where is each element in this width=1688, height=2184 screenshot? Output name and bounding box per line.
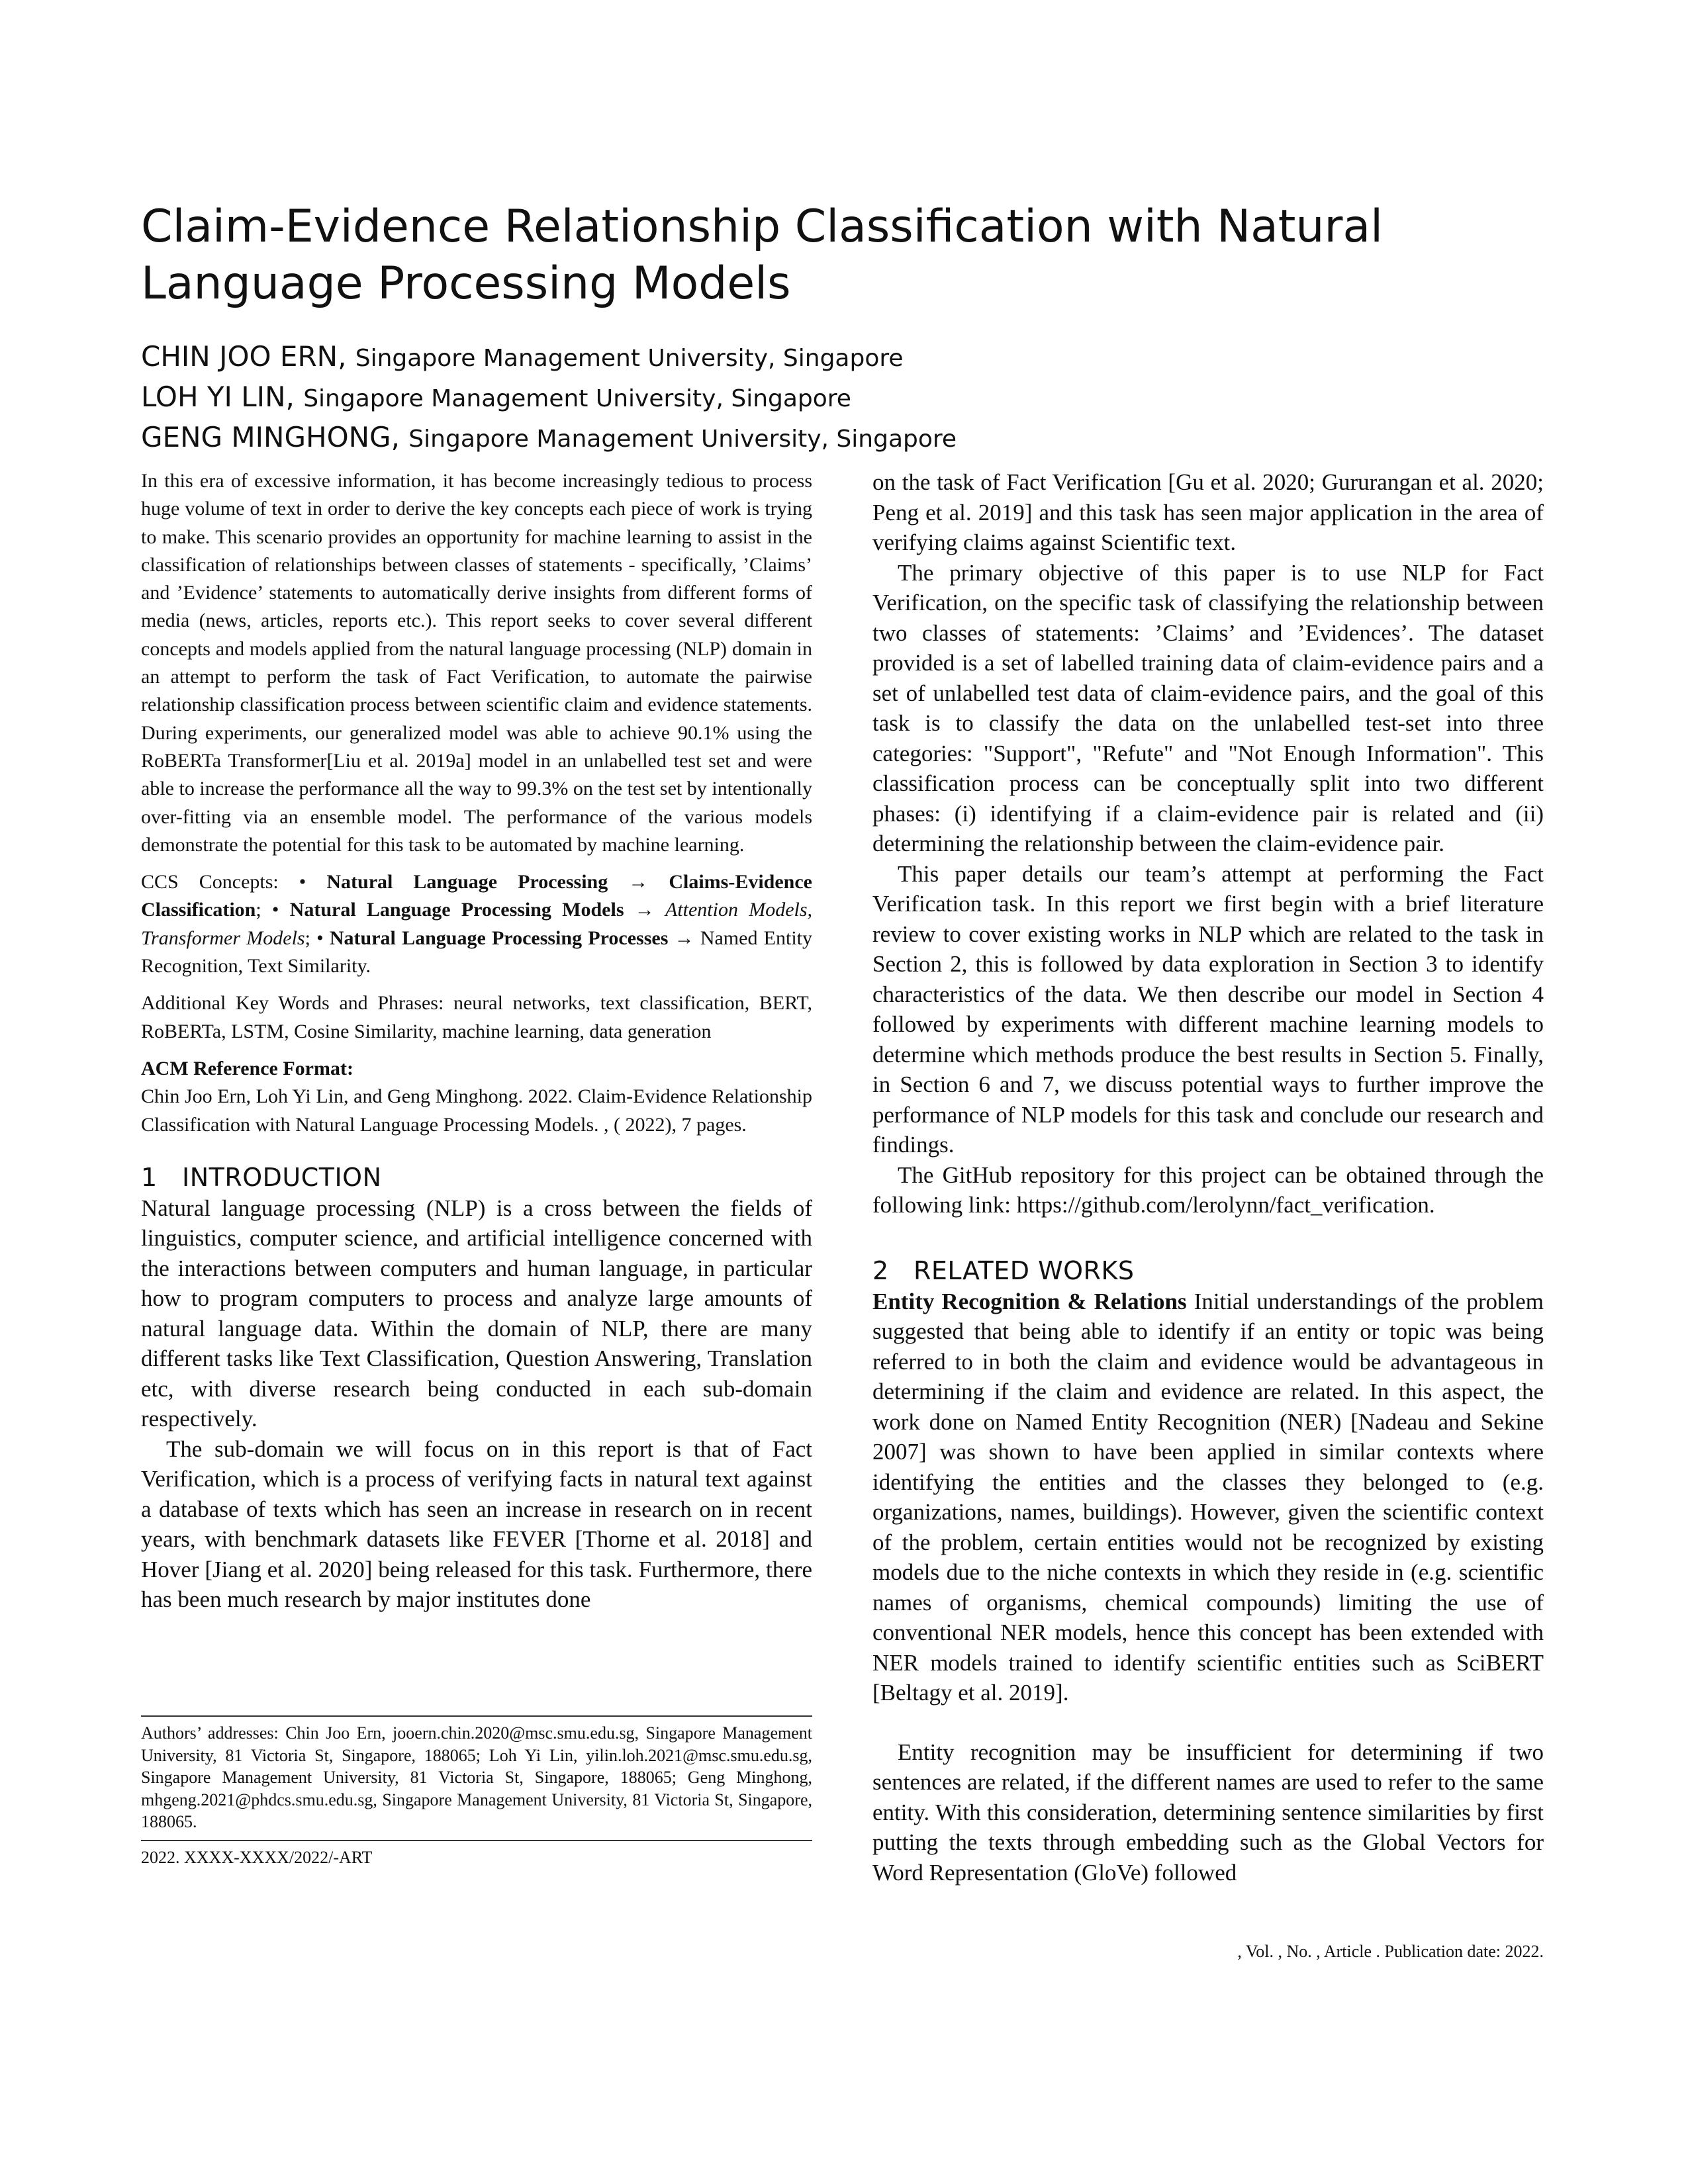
- author-name: CHIN JOO ERN: [141, 340, 338, 373]
- author-line: LOH YI LIN, Singapore Management University, Singapore: [141, 381, 851, 413]
- author-block: [141, 338, 1531, 459]
- acm-reference-text: Chin Joo Ern, Loh Yi Lin, and Geng Minghong. 2022. Claim-Evidence Relationship Classification with Natural Language Processing Models. , ( 2022), 7 pages.: [141, 1085, 812, 1136]
- author-line: GENG MINGHONG, Singapore Management University, Singapore: [141, 421, 957, 453]
- section-heading: 1 INTRODUCTION: [141, 1162, 382, 1192]
- issn-line: 2022. XXXX-XXXX/2022/-ART: [141, 1848, 373, 1867]
- right-column: [872, 467, 1544, 1888]
- acm-reference-heading: ACM Reference Format:: [141, 1057, 353, 1079]
- paragraph: Entity recognition may be insufficient for determining if two sentences are related, if the different names are used to refer to the same entity. With this consideration, determining sentence similarities by first putting the texts through embedding such as the Global Vectors for Word Representation (GloVe) followed: [872, 1739, 1544, 1886]
- footnote-rule: [141, 1715, 812, 1717]
- paragraph: on the task of Fact Verification [Gu et al. 2020; Gururangan et al. 2020; Peng et al. 2019] and this task has seen major application in the area of verifying claims against Scientific text.: [872, 469, 1544, 555]
- author-affiliation: Singapore Management University, Singapore: [355, 345, 904, 372]
- paper-title: Claim-Evidence Relationship Classification with Natural Language Processing Models: [141, 201, 1383, 310]
- left-column: [141, 467, 812, 1615]
- abstract-text: In this era of excessive information, it has become increasingly tedious to process huge volume of text in order to derive the key concepts each piece of work is trying to make. This scenario provides an opportunity for machine learning to assist in the classification of relationships between classes of statements - specifically, ’Claims’ and ’Evidence’ statements to automatically derive insights from different forms of media (news, articles, reports etc.). This report seeks to cover several different concepts and models applied from the natural language processing (NLP) domain in an attempt to perform the task of Fact Verification, to automate the pairwise relationship classification process between scientific claim and evidence statements. During experiments, our generalized model was able to achieve 90.1% using the RoBERTa Transformer[Liu et al. 2019a] model in an unlabelled test set and were able to increase the performance all the way to 99.3% on the test set by intentionally over-fitting via an ensemble model. The performance of the various models demonstrate the potential for this task to be automated by machine learning.: [141, 470, 812, 856]
- section-introduction: [141, 1161, 812, 1615]
- paragraph: Entity Recognition & Relations Initial understandings of the problem suggested that being able to identify if an entity or topic was being referred to in both the claim and evidence would be advantageous in determining if the claim and evidence are related. In this aspect, the work done on Named Entity Recognition (NER) [Nadeau and Sekine 2007] was shown to have been applied in similar contexts where identifying the entities and the classes they belonged to (e.g. organizations, names, buildings). However, given the scientific context of the problem, certain entities would not be recognized by existing models due to the niche contexts in which they reside in (e.g. scientific names of organisms, chemical compounds) limiting the use of conventional NER models, hence this concept has been extended with NER models trained to identify scientific entities such as SciBERT [Beltagy et al. 2019].: [872, 1288, 1544, 1706]
- author-affiliation: Singapore Management University, Singapore: [303, 385, 851, 412]
- author-name: LOH YI LIN: [141, 381, 286, 413]
- author-affiliation: Singapore Management University, Singapore: [408, 426, 957, 453]
- paragraph: The GitHub repository for this project can be obtained through the following link: https://github.com/lerolynn/fact_verification.: [872, 1161, 1544, 1218]
- page-footer: , Vol. , No. , Article . Publication date: 2022.: [1237, 1942, 1544, 1961]
- paragraph: This paper details our team’s attempt at performing the Fact Verification task. In this report we first begin with a brief literature review to cover existing works in NLP which are related to the task in Section 2, this is followed by data exploration in Section 3 to identify characteristics of the data. We then describe our model in Section 4 followed by experiments with different machine learning models to determine which methods produce the best results in Section 5. Finally, in Section 6 and 7, we discuss potential ways to further improve the performance of NLP models for this task and conclude our research and findings.: [872, 860, 1544, 1158]
- footnote-rule: [141, 1840, 812, 1841]
- keywords: Additional Key Words and Phrases: neural networks, text classification, BERT, RoBERTa, LSTM, Cosine Similarity, machine learning, data generation: [141, 992, 812, 1042]
- ccs-concepts: CCS Concepts: • Natural Language Processing → Claims-Evidence Classification; • Natural Language Processing Models → Attention Models, Transformer Models; • Natural Language Processing Processes → Named Entity Recognition, Text Similarity.: [141, 871, 813, 978]
- section-heading: 2 RELATED WORKS: [872, 1255, 1135, 1285]
- paragraph: The primary objective of this paper is to use NLP for Fact Verification, on the specific task of classifying the relationship between two classes of statements: ’Claims’ and ’Evidences’. The dataset provided is a set of labelled training data of claim-evidence pairs and a set of unlabelled test data of claim-evidence pairs, and the goal of this task is to classify the data on the unlabelled test-set into three categories: "Support", "Refute" and "Not Enough Information". This classification process can be conceptually split into two different phases: (i) identifying if a claim-evidence pair is related and (ii) determining the relationship between the claim-evidence pair.: [872, 559, 1544, 856]
- paragraph: The sub-domain we will focus on in this report is that of Fact Verification, which is a process of verifying facts in natural text against a database of texts which has seen an increase in research on in recent years, with benchmark datasets like FEVER [Thorne et al. 2018] and Hover [Jiang et al. 2020] being released for this task. Furthermore, there has been much research by major institutes done: [141, 1435, 812, 1613]
- paragraph: Natural language processing (NLP) is a cross between the fields of linguistics, computer science, and artificial intelligence concerned with the interactions between computers and human language, in particular how to program computers to process and analyze large amounts of natural language data. Within the domain of NLP, there are many different tasks like Text Classification, Question Answering, Translation etc, with diverse research being conducted in each sub-domain respectively.: [141, 1195, 812, 1432]
- author-line: CHIN JOO ERN, Singapore Management University, Singapore: [141, 340, 904, 373]
- authors-addresses-footnote: Authors’ addresses: Chin Joo Ern, jooern.chin.2020@msc.smu.edu.sg, Singapore Management University, 81 Victoria St, Singapore, 188065; Loh Yi Lin, yilin.loh.2021@msc.smu.edu.sg, Singapore Management University, 81 Victoria St, Singapore, 188065; Geng Minghong, mhgeng.2021@phdcs.smu.edu.sg, Singapore Management University, 81 Victoria St, Singapore, 188065.: [141, 1723, 812, 1831]
- abstract: [141, 467, 812, 1139]
- author-name: GENG MINGHONG: [141, 421, 391, 453]
